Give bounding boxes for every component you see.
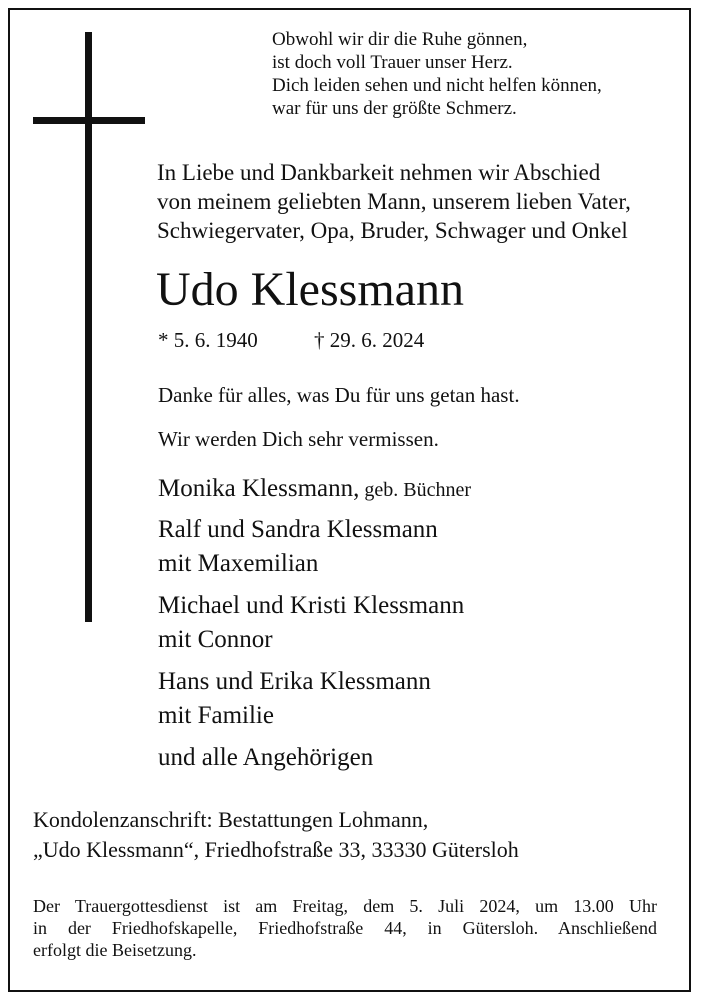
intro-line: Schwiegervater, Opa, Bruder, Schwager und Onkel (157, 218, 628, 243)
mourner-hans: Hans und Erika Klessmann (158, 668, 431, 695)
address-line: „Udo Klessmann“, Friedhofstraße 33, 33330 Gütersloh (33, 837, 519, 862)
mourner-michael-child: mit Connor (158, 626, 273, 653)
miss-line: Wir werden Dich sehr vermissen. (158, 427, 439, 451)
mourner-name: Monika Klessmann, (158, 475, 360, 502)
condolence-address (33, 805, 519, 865)
service-line: Der Trauergottesdienst ist am Freitag, dem 5. Juli 2024, um 13.00 Uhr (33, 896, 657, 916)
deceased-name: Udo Klessmann (156, 263, 464, 316)
address-line: Kondolenzanschrift: Bestattungen Lohmann, (33, 807, 429, 832)
mourner-relatives: und alle Angehörigen (158, 744, 374, 771)
mourner-monika (158, 472, 471, 507)
service-info (33, 895, 657, 961)
poem-line: war für uns der größte Schmerz. (272, 98, 517, 119)
mourner-hans-family: mit Familie (158, 702, 274, 729)
death-date: † 29. 6. 2024 (314, 328, 425, 352)
mourner-maiden-name: geb. Büchner (359, 479, 472, 501)
poem-line: Dich leiden sehen und nicht helfen können, (272, 75, 602, 96)
cross-icon-bar (33, 117, 145, 124)
poem (272, 28, 602, 120)
service-line: erfolgt die Beisetzung. (33, 940, 197, 960)
intro-line: In Liebe und Dankbarkeit nehmen wir Abschied (157, 160, 601, 185)
thanks-line: Danke für alles, was Du für uns getan hast. (158, 383, 520, 407)
poem-line: ist doch voll Trauer unser Herz. (272, 52, 513, 73)
mourner-ralf-child: mit Maxemilian (158, 550, 319, 577)
mourner-ralf: Ralf und Sandra Klessmann (158, 516, 438, 543)
intro-line: von meinem geliebten Mann, unserem lieben Vater, (157, 189, 631, 214)
mourner-michael: Michael und Kristi Klessmann (158, 592, 465, 619)
intro-text (157, 158, 631, 245)
service-line: in der Friedhofskapelle, Friedhofstraße 44, in Gütersloh. Anschließend (33, 918, 657, 938)
poem-line: Obwohl wir dir die Ruhe gönnen, (272, 29, 528, 50)
birth-date: * 5. 6. 1940 (158, 328, 258, 352)
